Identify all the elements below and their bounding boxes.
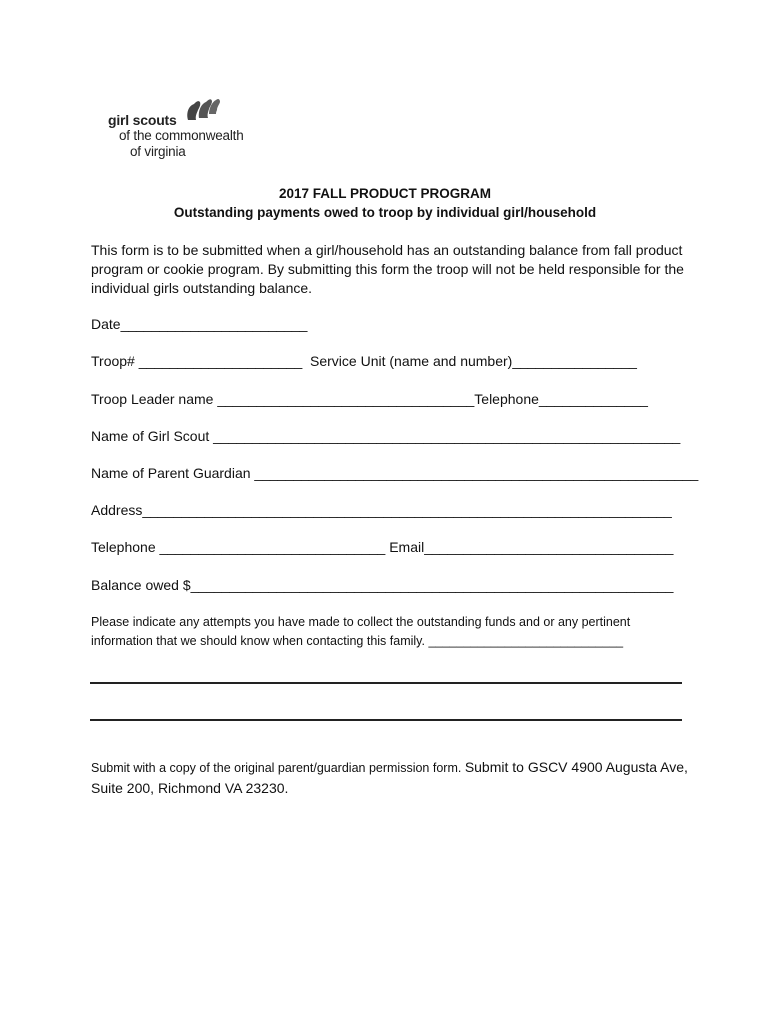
troop-leader-telephone-field[interactable]: Troop Leader name _________________________________Telephone______________ — [91, 391, 648, 407]
submit-instructions — [91, 757, 691, 799]
girl-scout-name-field[interactable]: Name of Girl Scout ____________________________________________________________ — [91, 428, 681, 444]
address-field[interactable]: Address____________________________________________________________________ — [91, 502, 672, 518]
balance-owed-field[interactable]: Balance owed $______________________________________________________________ — [91, 577, 674, 593]
telephone-email-field[interactable]: Telephone _____________________________ Email________________________________ — [91, 539, 674, 555]
intro-paragraph: This form is to be submitted when a girl/household has an outstanding balance from fall product program or cookie program. By submitting this form the troop will not be held responsible for the individual girls outstanding balance. — [91, 242, 684, 296]
collection-attempts-note[interactable]: Please indicate any attempts you have made to collect the outstanding funds and or any pertinent information that we should know when contacting this family. ____________________________ — [91, 615, 631, 648]
writing-line-1[interactable] — [90, 682, 682, 684]
trefoil-profiles-icon — [182, 96, 222, 122]
form-subtitle: Outstanding payments owed to troop by individual girl/household — [173, 205, 597, 220]
logo-line-2: of the commonwealth — [119, 128, 244, 143]
form-title: 2017 FALL PRODUCT PROGRAM — [278, 186, 492, 201]
submit-instructions-part-1: Submit with a copy of the original parent/guardian permission form. — [91, 761, 465, 775]
logo — [108, 96, 258, 166]
logo-line-3: of virginia — [130, 144, 186, 159]
logo-line-1: girl scouts — [108, 112, 177, 128]
date-field[interactable]: Date________________________ — [91, 316, 308, 332]
troop-service-unit-field[interactable]: Troop# _____________________ Service Unit (name and number)________________ — [91, 353, 637, 369]
submit-instructions-part-2: Submit to GSCV 4900 Augusta Ave, Suite 200, Richmond VA 23230. — [91, 759, 688, 796]
parent-guardian-name-field[interactable]: Name of Parent Guardian _________________________________________________________ — [91, 465, 699, 481]
writing-line-2[interactable] — [90, 719, 682, 721]
